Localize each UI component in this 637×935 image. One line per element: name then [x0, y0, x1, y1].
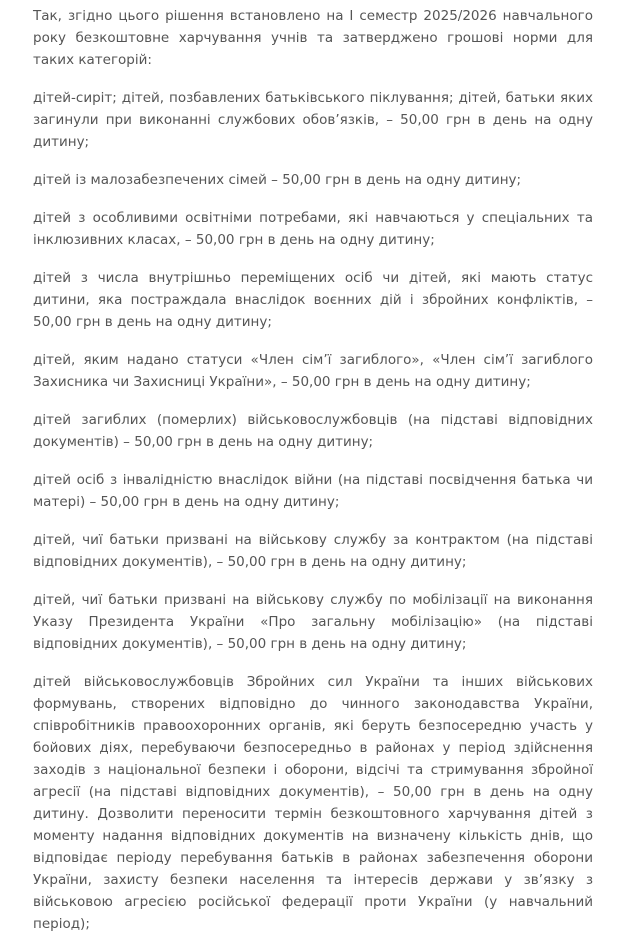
category-children-of-fallen-soldiers: дітей загиблих (померлих) військовослужбовців (на підставі відповідних документів) – 50,00 грн в день на одну дитину; — [33, 412, 593, 450]
category-displaced: дітей з числа внутрішньо переміщених осіб чи дітей, які мають статус дитини, яка постраждала внаслідок воєнних дій і збройних конфліктів, – 50,00 грн в день на одну дитину; — [33, 270, 593, 330]
category-war-disability: дітей осіб з інвалідністю внаслідок війни (на підставі посвідчення батька чи матері) – 50,00 грн в день на одну дитину; — [33, 472, 593, 510]
category-combat-participants: дітей військовослужбовців Збройних сил України та інших військових формувань, створених відповідно до чинного законодавства України, співробітників правоохоронних органів, які беруть безпосередню участь у бойових діях, перебуваючи безпосередньо в районах у період здійснення заходів з національної безпеки і оборони, відсічі та стримування збройної агресії (на підставі відповідних документів), – 50,00 грн в день на одну дитину. Дозволити переносити термін безкоштовного харчування дітей з моменту надання відповідних документів на визначену кількість днів, що відповідає періоду перебування батьків в районах забезпечення оборони України, захисту безпеки населення та інтересів держави у зв’язку з військовою агресією російської федерації проти України (у навчальний період); — [33, 674, 593, 932]
category-family-of-fallen: дітей, яким надано статуси «Член сім’ї загиблого», «Член сім’ї загиблого Захисника чи Захисниці України», – 50,00 грн в день на одну дитину; — [33, 352, 593, 390]
intro-paragraph: Так, згідно цього рішення встановлено на І семестр 2025/2026 навчального року безкоштовне харчування учнів та затверджено грошові норми для таких категорій: — [33, 8, 593, 68]
category-low-income: дітей із малозабезпечених сімей – 50,00 грн в день на одну дитину; — [33, 172, 522, 188]
category-mobilized: дітей, чиї батьки призвані на військову службу по мобілізації на виконання Указу Президента України «Про загальну мобілізацію» (на підставі відповідних документів), – 50,00 грн в день на одну дитину; — [33, 592, 593, 652]
category-contract-service: дітей, чиї батьки призвані на військову службу за контрактом (на підставі відповідних документів), – 50,00 грн в день на одну дитину; — [33, 532, 593, 570]
category-orphans: дітей-сиріт; дітей, позбавлених батьківського піклування; дітей, батьки яких загинули при виконанні службових обов’язків, – 50,00 грн в день на одну дитину; — [33, 90, 593, 150]
category-special-needs: дітей з особливими освітніми потребами, які навчаються у спеціальних та інклюзивних класах, – 50,00 грн в день на одну дитину; — [33, 210, 593, 248]
